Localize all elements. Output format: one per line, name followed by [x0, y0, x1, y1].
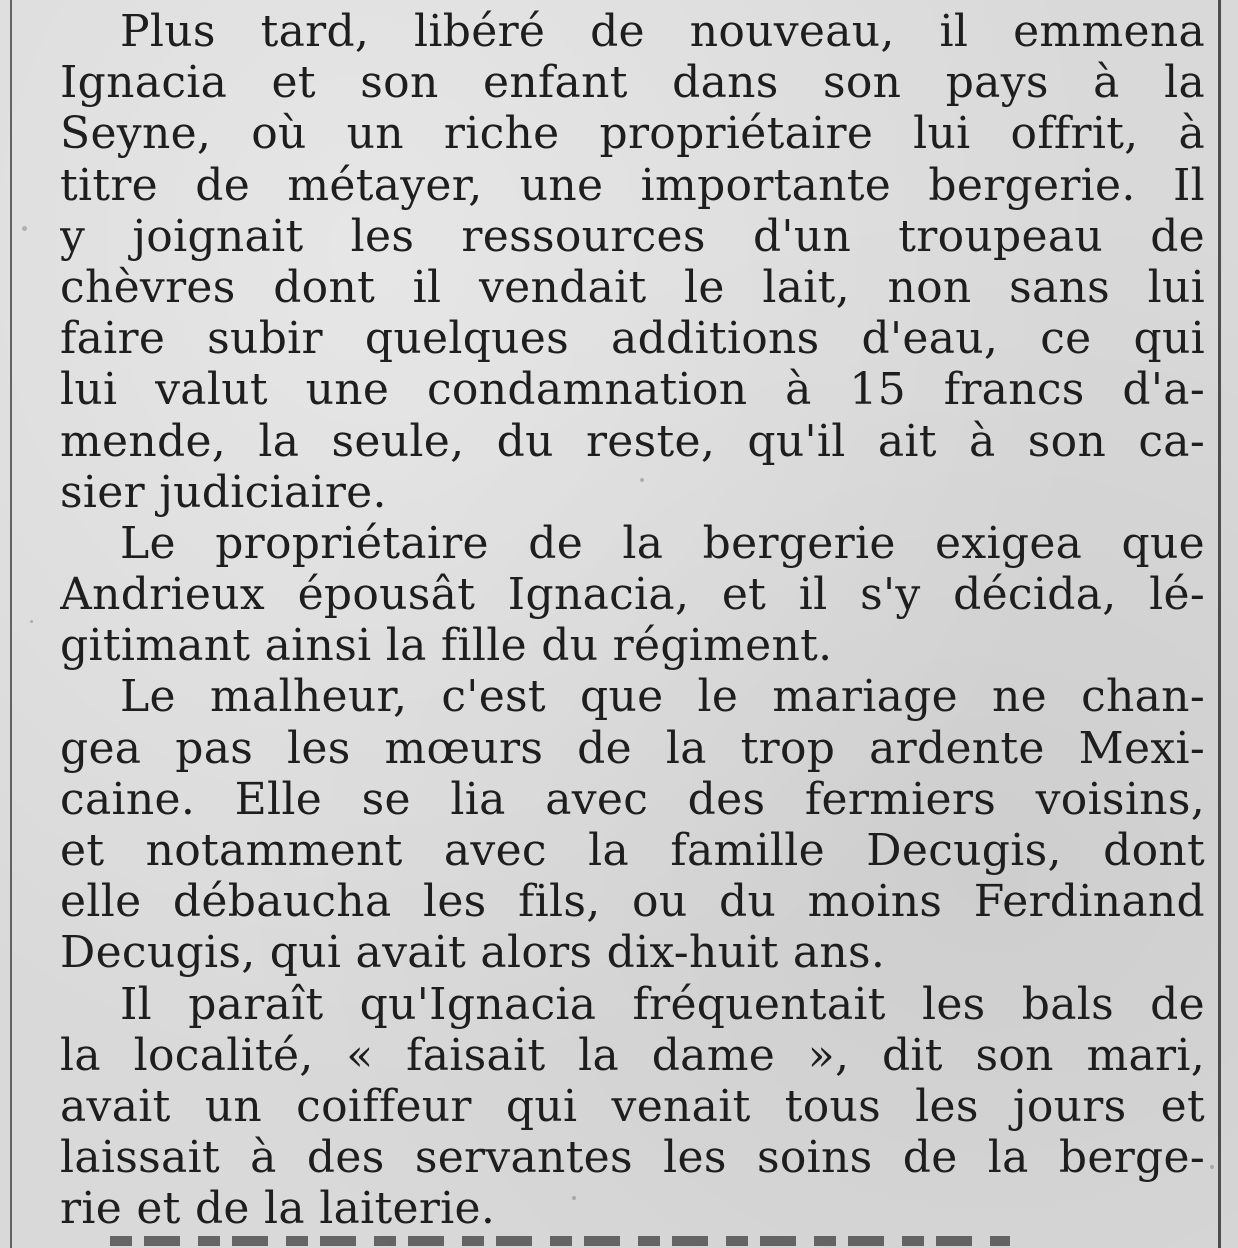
print-speck: [30, 620, 33, 623]
cut-off-next-line: [110, 1236, 1010, 1248]
text-line: la localité, « faisait la dame », dit son mari,: [60, 1029, 1205, 1081]
text-line: laissait à des servantes les soins de la berge-: [60, 1132, 1205, 1184]
article-column: [60, 0, 1205, 1235]
text-line: mende, la seule, du reste, qu'il ait à son ca-: [60, 415, 1205, 467]
text-line: lui valut une condamnation à 15 francs d'a-: [60, 364, 1205, 416]
text-line: avait un coiffeur qui venait tous les jours et: [60, 1080, 1205, 1132]
column-rule-left: [10, 0, 12, 1248]
text-line: Decugis, qui avait alors dix-huit ans.: [60, 927, 886, 979]
text-line: chèvres dont il vendait le lait, non sans lui: [60, 261, 1205, 313]
text-line: Plus tard, libéré de nouveau, il emmena: [120, 6, 1205, 57]
text-line: rie et de la laiterie.: [60, 1183, 496, 1235]
text-line: faire subir quelques additions d'eau, ce qui: [60, 313, 1205, 365]
column-rule-right: [1218, 0, 1221, 1248]
text-line: titre de métayer, une importante bergerie. Il: [60, 159, 1205, 211]
text-line: gea pas les mœurs de la trop ardente Mexi-: [60, 722, 1205, 774]
text-line: Andrieux épousât Ignacia, et il s'y décida, lé-: [60, 569, 1205, 621]
text-line: caine. Elle se lia avec des fermiers voisins,: [60, 773, 1205, 825]
text-line: y joignait les ressources d'un troupeau de: [60, 210, 1205, 262]
text-line: Le propriétaire de la bergerie exigea que: [120, 517, 1205, 569]
print-speck: [572, 1196, 576, 1200]
text-line: sier judiciaire.: [60, 466, 387, 518]
print-speck: [1210, 1165, 1214, 1169]
text-line: Seyne, où un riche propriétaire lui offrit, à: [60, 108, 1205, 160]
text-line: et notamment avec la famille Decugis, dont: [60, 825, 1205, 876]
text-line: elle débaucha les fils, ou du moins Ferdinand: [60, 876, 1205, 928]
text-line: Ignacia et son enfant dans son pays à la: [60, 57, 1205, 109]
text-line: gitimant ainsi la fille du régiment.: [60, 620, 833, 672]
text-line: Il paraît qu'Ignacia fréquentait les bals de: [120, 978, 1205, 1030]
print-speck: [22, 226, 27, 231]
text-line: Le malheur, c'est que le mariage ne chan-: [120, 671, 1205, 723]
print-speck: [640, 478, 644, 482]
